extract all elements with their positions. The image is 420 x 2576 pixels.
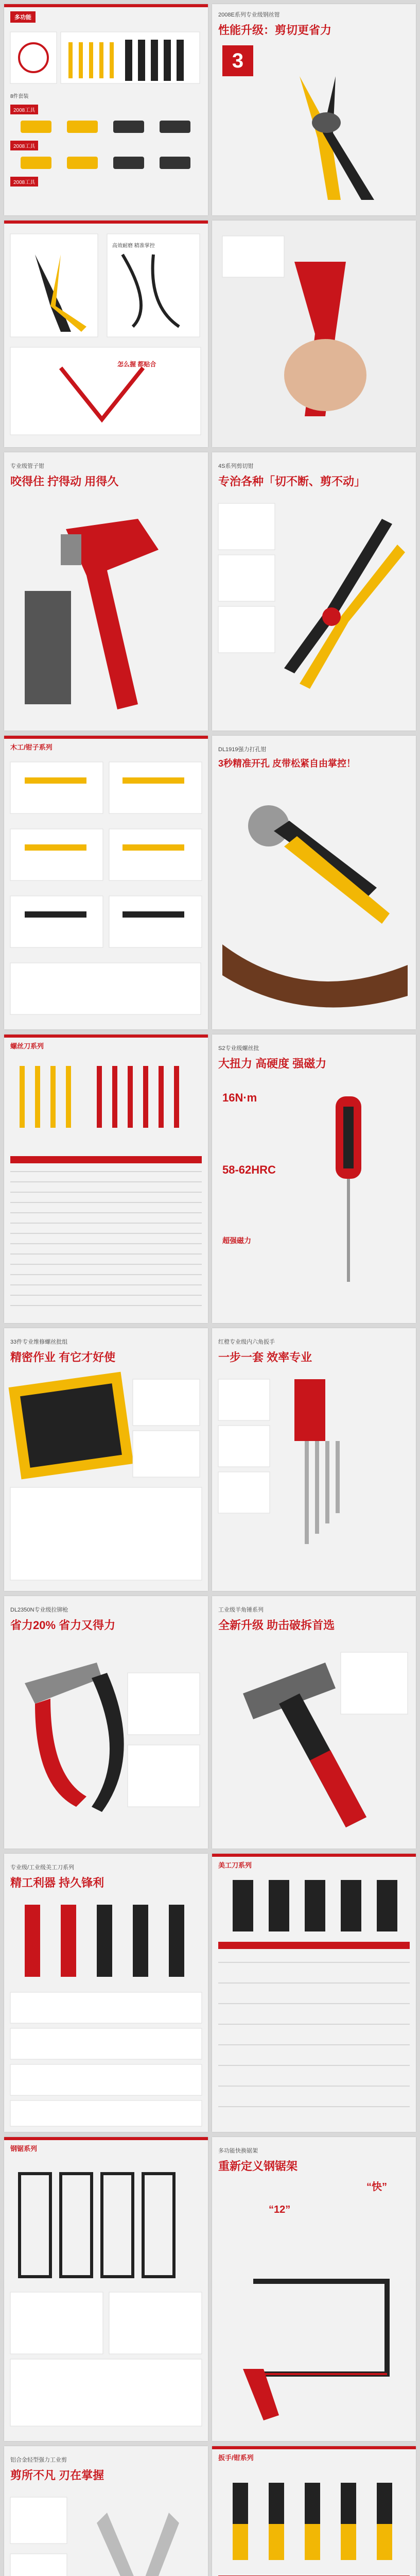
series-label: S2专业级螺丝批 (218, 1045, 259, 1052)
page-screwdriver-table (4, 1035, 208, 1323)
screwdriver-row-illustration (4, 1050, 208, 1154)
series-label: 4S系列剪切钳 (218, 463, 254, 469)
section-title: 美工刀系列 (218, 1861, 252, 1869)
page-rivet-gun (4, 1596, 208, 1849)
page-title: 重新定义钢锯架 (218, 2160, 298, 2173)
page-wrench-pliers (212, 2446, 416, 2576)
series-label: 专业级管子钳 (10, 463, 44, 469)
spec-table-graphic (4, 1156, 208, 1321)
series-label: 工业级羊角锤系列 (218, 1607, 264, 1613)
quick-label: “快” (366, 2181, 387, 2193)
section-title: 木工/钳子系列 (10, 743, 52, 751)
page-knife-table (212, 1854, 416, 2132)
bolt-cutter-illustration (212, 488, 416, 725)
series-label: DL1919强力打孔钳 (218, 747, 267, 753)
series-label: 多功能快换锯架 (218, 2148, 258, 2154)
page-hacksaw-series (4, 2137, 208, 2441)
pliers-illustration (212, 56, 416, 210)
page-utility-knife (4, 1854, 208, 2132)
toolset-item: 2008工具 (10, 177, 38, 187)
page-pliers-grip (212, 221, 416, 447)
pliers-set-illustration (4, 27, 208, 89)
toolset-item: 2008工具 (10, 141, 38, 150)
page-pliers-hero (212, 4, 416, 215)
page-title: 一步一套 效率专业 (218, 1351, 312, 1364)
page-pipe-wrench (4, 452, 208, 731)
toolset-item: 2008工具 (10, 105, 38, 114)
page-title: 剪所不凡 刃在掌握 (10, 2469, 104, 2482)
page-hex-key (212, 1328, 416, 1591)
size-label: “12” (269, 2204, 291, 2215)
page-punch-pliers (212, 736, 416, 1029)
pipe-wrench-illustration (4, 488, 208, 725)
hardness-spec: 58-62HRC (222, 1163, 276, 1176)
shears-illustration (4, 2482, 208, 2576)
wrench-pliers-illustration (212, 2462, 416, 2576)
page-title: 精工利器 持久锋利 (10, 1876, 104, 1889)
page-title: 全新升级 助击破拆首选 (218, 1619, 335, 1632)
grade-badge: 3 (222, 45, 253, 76)
series-label: 专业级/工业级美工刀系列 (10, 1865, 75, 1871)
torque-spec: 16N·m (222, 1091, 257, 1104)
grip-title: 怎么握 都贴合 (117, 361, 156, 368)
toolset-list (4, 92, 208, 189)
series-label: DL2350N专业级拉铆枪 (10, 1607, 68, 1613)
screwdriver-illustration (212, 1076, 416, 1323)
pliers-row-icon (10, 116, 201, 137)
carpenter-pliers-grid (4, 752, 208, 1020)
features-title: 高效耐磨 精准掌控 (112, 243, 155, 249)
page-toolset (4, 4, 208, 215)
page-title: 大扭力 高硬度 强磁力 (218, 1057, 327, 1070)
hex-key-illustration (212, 1364, 416, 1590)
page-claw-hammer (212, 1596, 416, 1849)
page-bolt-cutter (212, 452, 416, 731)
page-s2-screwdriver (212, 1035, 416, 1323)
knife-table-graphic (212, 1870, 416, 2127)
section-title: 扳手/钳系列 (218, 2454, 254, 2462)
page-title: 专治各种「切不断、剪不动」 (218, 475, 366, 488)
hand-grip-illustration (212, 221, 416, 447)
page-carpenter-pliers (4, 736, 208, 1029)
utility-knife-illustration (4, 1889, 208, 2131)
pliers-detail-illustration (4, 224, 208, 440)
series-label: 33件专业维修螺丝批组 (10, 1339, 68, 1345)
section-title: 钢锯系列 (10, 2145, 38, 2153)
hacksaw-frame-illustration (212, 2178, 416, 2436)
series-label: 红橙专业级内六角扳手 (218, 1339, 275, 1345)
page-title: 咬得住 拧得动 用得久 (10, 475, 119, 488)
rivet-gun-illustration (4, 1632, 208, 1848)
series-label: 铝合金轻型强力工业剪 (10, 2457, 67, 2463)
toolset-item: 8件套装 (10, 94, 29, 99)
magnet-spec: 超强磁力 (222, 1236, 251, 1245)
page-bit-set (4, 1328, 208, 1591)
section-title: 螺丝刀系列 (10, 1042, 44, 1050)
page-hacksaw-frame (212, 2137, 416, 2441)
bit-set-illustration (4, 1364, 208, 1590)
hacksaw-series-illustration (4, 2153, 208, 2431)
page-shears (4, 2446, 208, 2576)
series-label: 2008E系列专业级钢丝钳 (218, 12, 280, 18)
pliers-row-icon (10, 152, 201, 173)
punch-pliers-illustration (212, 769, 416, 1027)
toolset-badge: 多功能 (10, 11, 36, 23)
page-title: 精密作业 有它才好使 (10, 1351, 116, 1364)
page-title: 性能升级：剪切更省力 (218, 24, 332, 37)
hammer-illustration (212, 1632, 416, 1848)
page-pliers-features (4, 221, 208, 447)
page-title: 省力20% 省力又得力 (10, 1619, 116, 1632)
page-title: 3秒精准开孔 皮带松紧自由掌控！ (218, 758, 356, 769)
